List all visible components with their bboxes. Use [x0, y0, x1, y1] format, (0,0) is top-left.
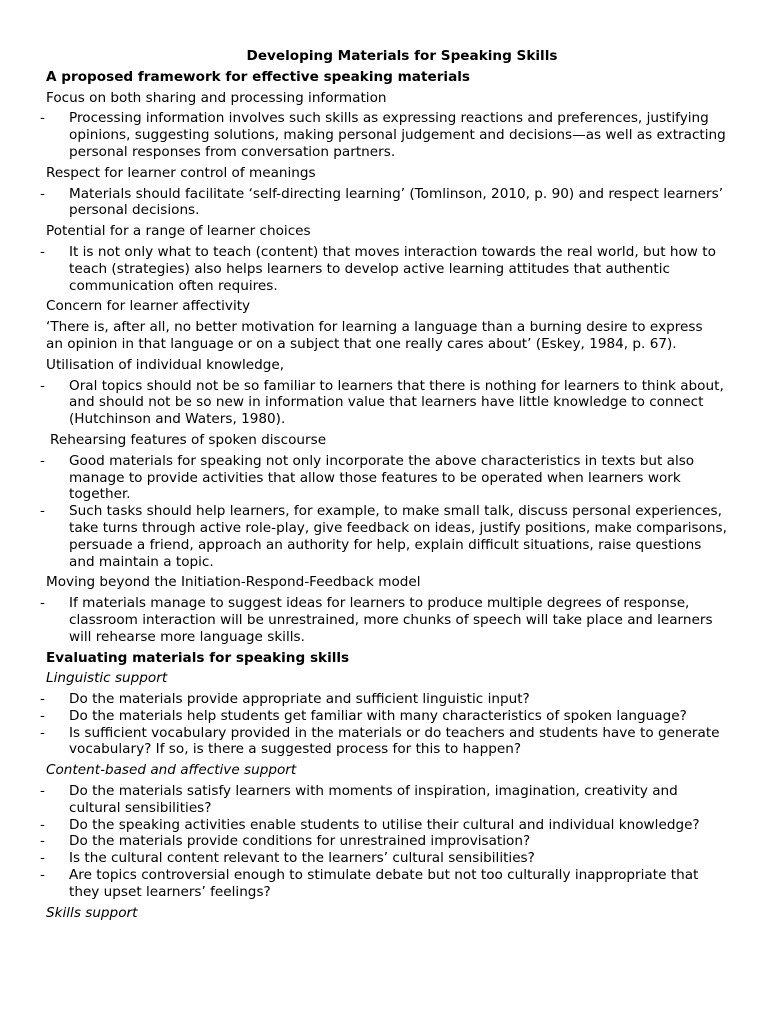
- list-item-text: Good materials for speaking not only incorporate the above characteristics in texts but also manage to provide activities that allow those features to be operated when learners work together.: [69, 452, 695, 503]
- list-item: [40, 783, 728, 817]
- bullet-list: [40, 783, 728, 901]
- dash-bullet: -: [40, 816, 45, 833]
- list-item: [40, 833, 728, 850]
- dash-bullet: -: [40, 850, 45, 867]
- bullet-list: [40, 691, 728, 758]
- section-heading: A proposed framework for effective speaking materials: [46, 68, 470, 85]
- list-item-text: Such tasks should help learners, for example, to make small talk, discuss personal experiences, take turns through active role-play, give feedback on ideas, justify positions, make comparisons, persuade a friend, approach an authority for help, explain difficult situations, raise questions and maintain a topic.: [69, 503, 727, 570]
- list-item-text: It is not only what to teach (content) that moves interaction towards the real world, but how to teach (strategies) also helps learners to develop active learning attitudes that authentic communication often requires.: [69, 243, 716, 294]
- document-title: Developing Materials for Speaking Skills: [246, 48, 558, 64]
- dash-bullet: -: [40, 503, 45, 520]
- quote-paragraph: ‘There is, after all, no better motivation for learning a language than a burning desire to express an opinion in that language or on a subject that one really cares about’ (Eskey, 1984, p. 67).: [46, 319, 703, 352]
- dash-bullet: -: [40, 185, 45, 202]
- subsection-heading: Respect for learner control of meanings: [46, 164, 316, 181]
- dash-bullet: -: [40, 707, 45, 724]
- dash-bullet: -: [40, 452, 45, 469]
- list-item: [40, 452, 728, 503]
- list-item: [40, 595, 728, 645]
- list-item-text: Is sufficient vocabulary provided in the materials or do teachers and students have to generate vocabulary? If so, is there a suggested process for this to happen?: [69, 724, 720, 758]
- dash-bullet: -: [40, 867, 45, 884]
- list-item-text: Do the materials help students get familiar with many characteristics of spoken language?: [69, 707, 687, 724]
- list-item: [40, 724, 728, 759]
- list-item-text: Is the cultural content relevant to the learners’ cultural sensibilities?: [69, 850, 535, 867]
- list-item: [40, 691, 728, 708]
- list-item-text: Materials should facilitate ‘self-directing learning’ (Tomlinson, 2010, p. 90) and respect learners’ personal decisions.: [69, 185, 724, 219]
- subsection-heading: Content-based and affective support: [46, 762, 297, 779]
- dash-bullet: -: [40, 783, 45, 800]
- subsection-heading: Utilisation of individual knowledge,: [46, 356, 285, 373]
- subsection-heading: Rehearsing features of spoken discourse: [50, 431, 327, 448]
- dash-bullet: -: [40, 595, 45, 612]
- list-item-text: Do the materials satisfy learners with moments of inspiration, imagination, creativity and cultural sensibilities?: [69, 783, 678, 816]
- dash-bullet: -: [40, 243, 45, 260]
- subsection-heading: Skills support: [46, 904, 138, 921]
- list-item: [40, 816, 728, 834]
- dash-bullet: -: [40, 377, 45, 394]
- dash-bullet: -: [40, 833, 45, 850]
- list-item: [40, 243, 728, 294]
- list-item: [40, 377, 728, 428]
- list-item: [40, 185, 728, 220]
- subsection-heading: Moving beyond the Initiation-Respond-Feedback model: [46, 574, 421, 591]
- subsection-heading: Concern for learner affectivity: [46, 298, 251, 315]
- dash-bullet: -: [40, 691, 45, 708]
- bullet-list: [40, 185, 728, 220]
- list-item-text: Do the speaking activities enable students to utilise their cultural and individual knowledge?: [69, 816, 700, 833]
- list-item-text: Oral topics should not be so familiar to learners that there is nothing for learners to think about, and should not be so new in information value that learners have little knowledge to connect (Hutchinson and Waters, 1980).: [69, 377, 724, 428]
- list-item: [40, 867, 728, 901]
- section-heading: Evaluating materials for speaking skills: [46, 649, 350, 666]
- subsection-heading: Focus on both sharing and processing information: [46, 89, 387, 106]
- bullet-list: [40, 110, 728, 160]
- subsection-heading: Potential for a range of learner choices: [46, 223, 311, 240]
- list-item: [40, 503, 728, 570]
- bullet-list: [40, 452, 728, 571]
- list-item-text: Processing information involves such skills as expressing reactions and preferences, justifying opinions, suggesting solutions, making personal judgement and decisions—as well as extracting personal responses from conversation partners.: [69, 110, 726, 160]
- bullet-list: [40, 243, 728, 294]
- list-item: [40, 707, 728, 725]
- list-item-text: Do the materials provide conditions for unrestrained improvisation?: [69, 833, 531, 850]
- list-item-text: If materials manage to suggest ideas for learners to produce multiple degrees of response, classroom interaction will be unrestrained, more chunks of speech will take place and learners will rehearse more language skills.: [69, 595, 713, 645]
- list-item-text: Are topics controversial enough to stimulate debate but not too culturally inappropriate that they upset learners’ feelings?: [69, 867, 699, 900]
- dash-bullet: -: [40, 110, 45, 127]
- dash-bullet: -: [40, 724, 45, 741]
- bullet-list: [40, 595, 728, 645]
- list-item-text: Do the materials provide appropriate and sufficient linguistic input?: [69, 691, 530, 708]
- subsection-heading: Linguistic support: [46, 670, 168, 687]
- list-item: [40, 110, 728, 160]
- bullet-list: [40, 377, 728, 428]
- list-item: [40, 850, 728, 867]
